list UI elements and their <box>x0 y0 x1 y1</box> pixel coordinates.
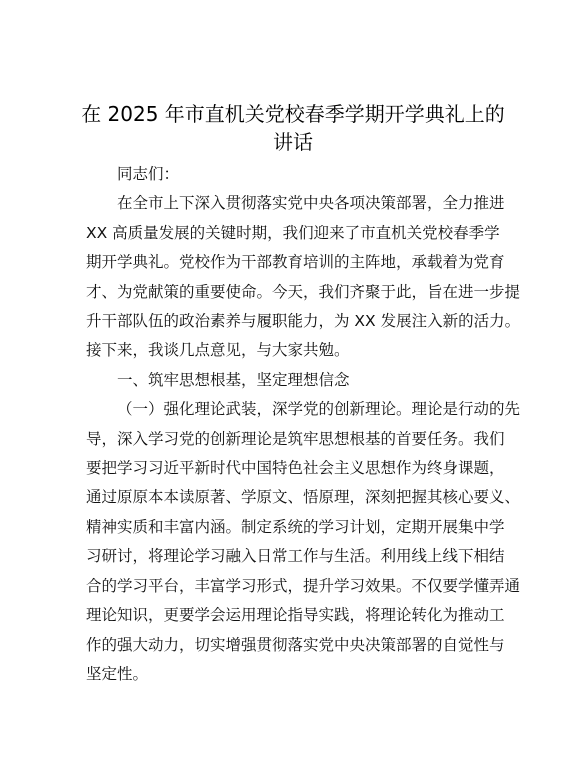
paragraph-line: 才、为党献策的重要使命。今天，我们齐聚于此，旨在进一步提 <box>86 282 521 301</box>
paragraph-section-1 <box>86 395 521 689</box>
paragraph-line: 坚定性。 <box>86 664 149 683</box>
salutation <box>86 160 500 189</box>
document-body <box>86 160 521 689</box>
paragraph-line: 理论知识，更要学会运用理论指导实践，将理论转化为推动工 <box>86 606 505 625</box>
paragraph-line: 接下来，我谈几点意见，与大家共勉。 <box>86 341 350 360</box>
paragraph-line: 期开学典礼。党校作为干部教育培训的主阵地，承载着为党育 <box>86 253 505 272</box>
paragraph-line: 作的强大动力，切实增强贯彻落实党中央决策部署的自觉性与 <box>86 635 505 654</box>
document-title <box>60 100 526 156</box>
section-heading <box>86 366 500 395</box>
paragraph-line: 在全市上下深入贯彻落实党中央各项决策部署，全力推进 <box>117 194 505 213</box>
paragraph-line: 习研讨，将理论学习融入日常工作与生活。利用线上线下相结 <box>86 547 505 566</box>
paragraph-line: 通过原原本本读原著、学原文、悟原理，深刻把握其核心要义、 <box>86 488 521 507</box>
paragraph-intro <box>86 189 521 365</box>
salutation-text: 同志们： <box>117 165 180 183</box>
paragraph-line: 合的学习平台，丰富学习形式，提升学习效果。不仅要学懂弄通 <box>86 576 521 595</box>
paragraph-line: 精神实质和丰富内涵。制定系统的学习计划，定期开展集中学 <box>86 517 505 536</box>
title-line-2: 讲话 <box>273 130 313 154</box>
paragraph-line: （一）强化理论武装，深学党的创新理论。理论是行动的先 <box>117 400 521 419</box>
title-line-1: 在 2025 年市直机关党校春季学期开学典礼上的 <box>81 102 505 126</box>
section-heading-text: 一、筑牢思想根基，坚定理想信念 <box>117 370 350 389</box>
paragraph-line: 导，深入学习党的创新理论是筑牢思想根基的首要任务。我们 <box>86 429 505 448</box>
paragraph-line: 要把学习习近平新时代中国特色社会主义思想作为终身课题， <box>86 459 505 478</box>
paragraph-line: XX 高质量发展的关键时期，我们迎来了市直机关党校春季学 <box>86 223 500 242</box>
paragraph-line: 升干部队伍的政治素养与履职能力，为 XX 发展注入新的活力。 <box>86 312 521 331</box>
